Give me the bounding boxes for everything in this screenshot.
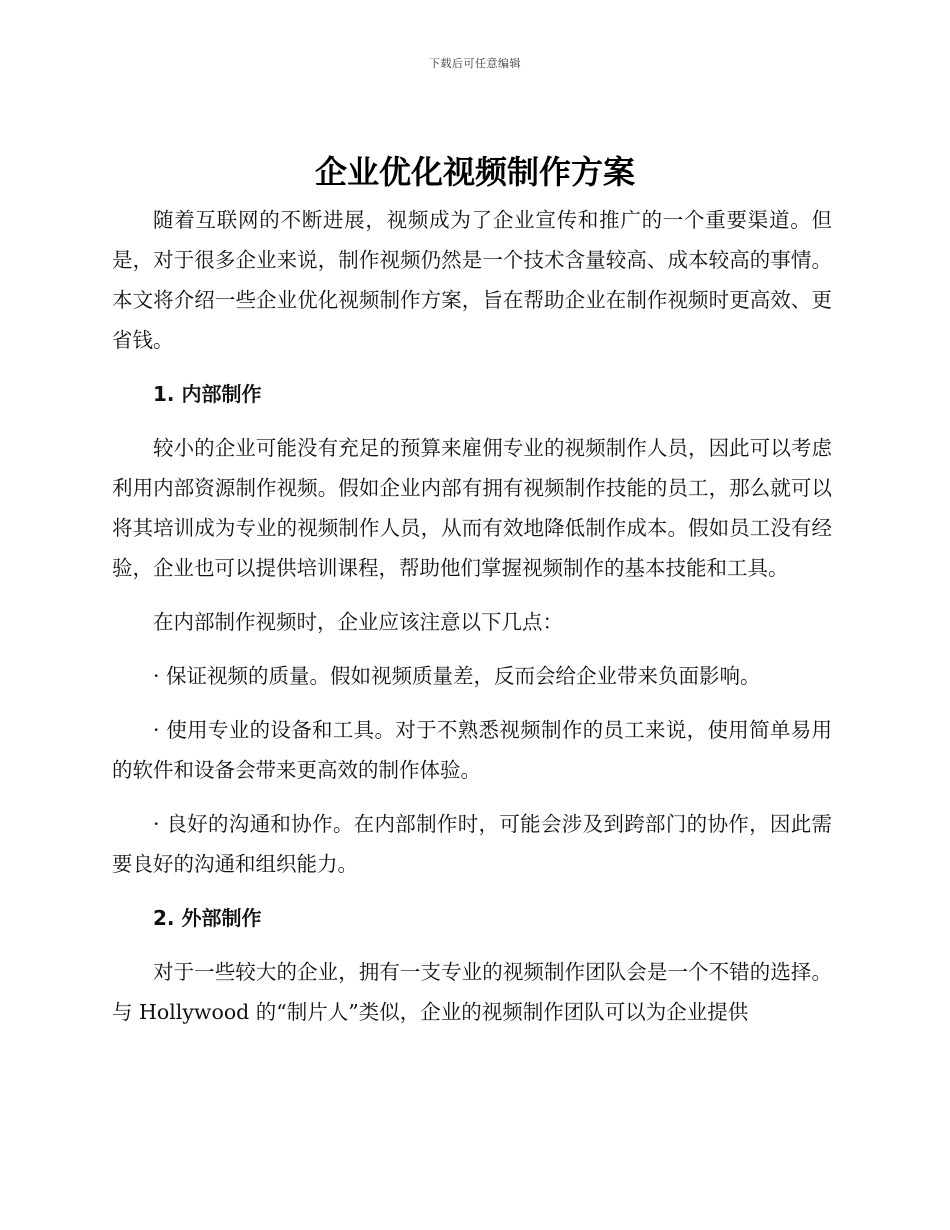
- document-body: [112, 200, 832, 1046]
- section-heading-external: 2. 外部制作: [153, 906, 262, 930]
- intro-paragraph: 随着互联网的不断进展，视频成为了企业宣传和推广的一个重要渠道。但是，对于很多企业来说，制作视频仍然是一个技术含量较高、成本较高的事情。本文将介绍一些企业优化视频制作方案，旨在帮助企业在制作视频时更高效、更省钱。: [112, 208, 832, 352]
- bullet-item-quality: · 保证视频的质量。假如视频质量差，反而会给企业带来负面影响。: [153, 664, 761, 688]
- document-title: 企业优化视频制作方案: [314, 153, 635, 191]
- internal-paragraph-2: 在内部制作视频时，企业应该注意以下几点：: [153, 610, 563, 634]
- bullet-item-equipment: · 使用专业的设备和工具。对于不熟悉视频制作的员工来说，使用简单易用的软件和设备会带来更高效的制作体验。: [112, 718, 832, 782]
- external-paragraph-1: 对于一些较大的企业，拥有一支专业的视频制作团队会是一个不错的选择。与 Hollywood 的“制片人”类似，企业的视频制作团队可以为企业提供: [112, 960, 832, 1024]
- page-header: 下载后可任意编辑: [429, 57, 521, 70]
- internal-paragraph-1: 较小的企业可能没有充足的预算来雇佣专业的视频制作人员，因此可以考虑利用内部资源制作视频。假如企业内部有拥有视频制作技能的员工，那么就可以将其培训成为专业的视频制作人员，从而有效地降低制作成本。假如员工没有经验，企业也可以提供培训课程，帮助他们掌握视频制作的基本技能和工具。: [112, 436, 832, 580]
- section-heading-internal: 1. 内部制作: [153, 382, 262, 406]
- bullet-item-communication: · 良好的沟通和协作。在内部制作时，可能会涉及到跨部门的协作，因此需要良好的沟通和组织能力。: [112, 812, 832, 876]
